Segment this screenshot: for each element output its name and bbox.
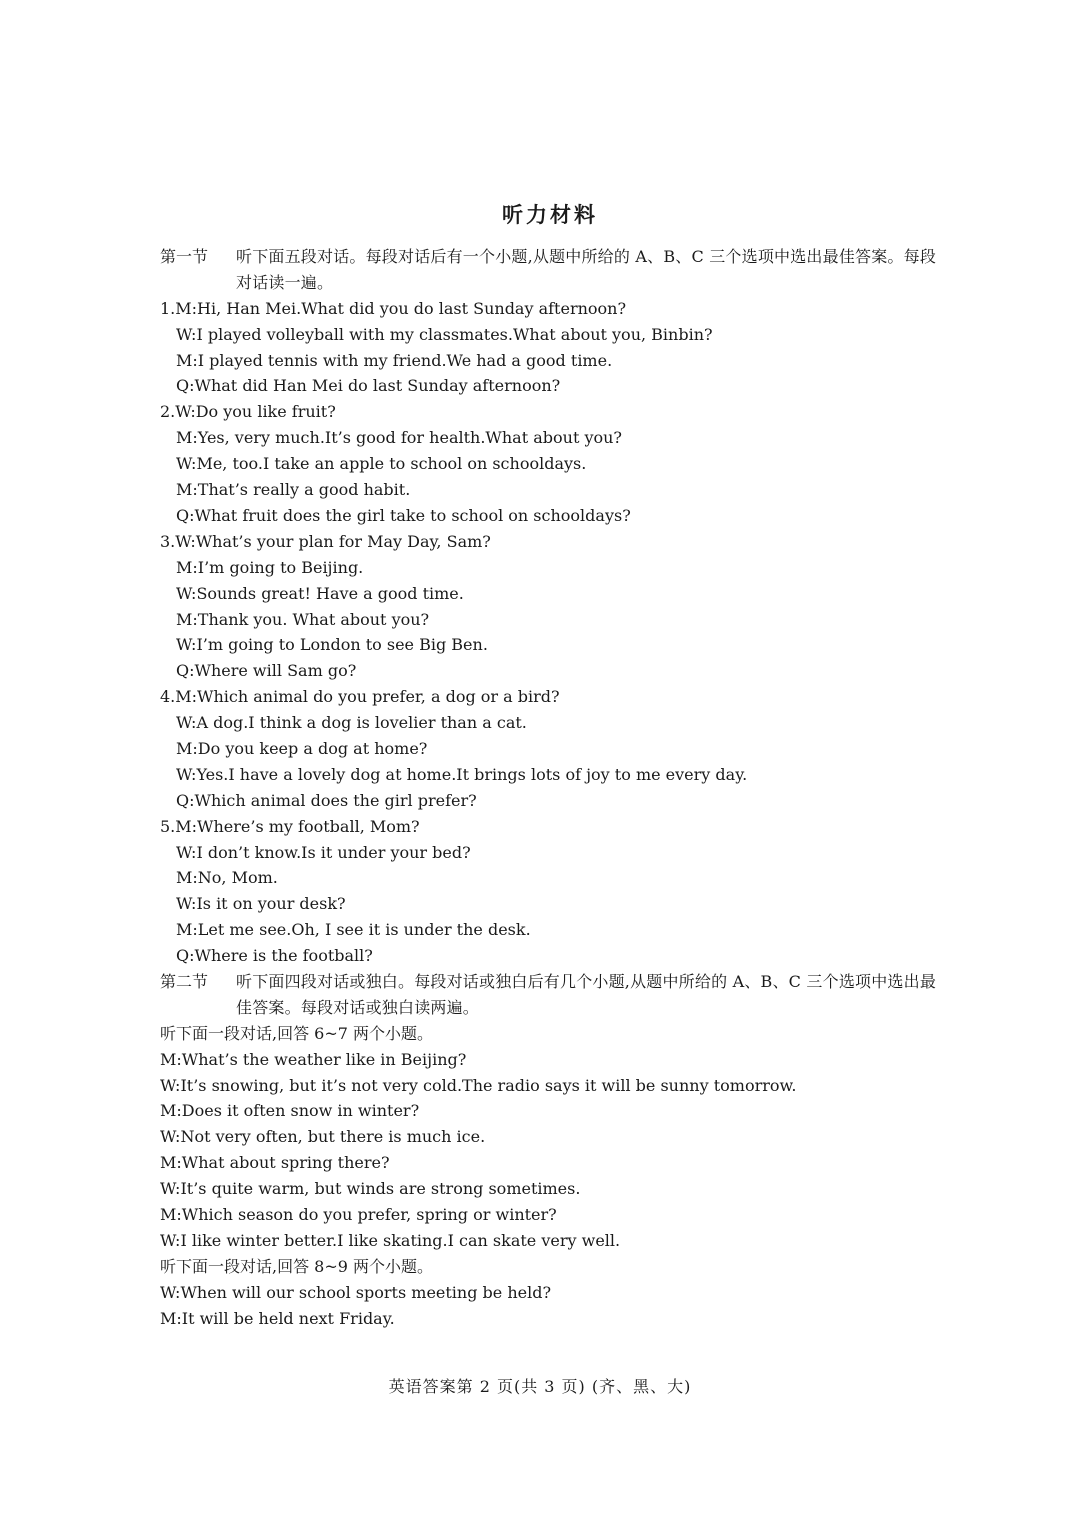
transcript-line: W:Me, too.I take an apple to school on schooldays. xyxy=(176,454,587,474)
transcript-line: 5.M:Where’s my football, Mom? xyxy=(160,816,420,836)
transcript-line: Q:Which animal does the girl prefer? xyxy=(176,790,477,810)
transcript-line: W:When will our school sports meeting be held? xyxy=(160,1282,552,1302)
section-2-label: 第二节 xyxy=(160,971,209,991)
transcript-line: M:It will be held next Friday. xyxy=(160,1308,395,1328)
transcript-line: Q:What fruit does the girl take to school on schooldays? xyxy=(176,505,631,525)
transcript-line: M:I’m going to Beijing. xyxy=(176,557,364,577)
transcript-line: M:That’s really a good habit. xyxy=(176,480,411,500)
transcript-line: M:I played tennis with my friend.We had a good time. xyxy=(176,350,613,370)
transcript-line: W:I don’t know.Is it under your bed? xyxy=(176,842,471,862)
section-1-instruction: 听下面五段对话。每段对话后有一个小题,从题中所给的 A、B、C 三个选项中选出最佳答案。每段对话读一遍。 xyxy=(236,247,937,292)
transcript-line: M:Let me see.Oh, I see it is under the desk. xyxy=(176,920,531,940)
part-2-transcript xyxy=(160,1021,940,1332)
transcript-line: 1.M:Hi, Han Mei.What did you do last Sunday afternoon? xyxy=(160,298,627,318)
transcript-line: Q:Where will Sam go? xyxy=(176,661,357,681)
transcript-line: W:I’m going to London to see Big Ben. xyxy=(176,635,488,655)
section-1-header xyxy=(160,244,940,296)
part-1-transcript xyxy=(160,296,940,969)
transcript-line: W:It’s quite warm, but winds are strong sometimes. xyxy=(160,1179,581,1199)
transcript-line: M:Yes, very much.It’s good for health.What about you? xyxy=(176,428,623,448)
transcript-line: M:Thank you. What about you? xyxy=(176,609,430,629)
transcript-line: M:What about spring there? xyxy=(160,1153,390,1173)
transcript-line: 2.W:Do you like fruit? xyxy=(160,402,336,422)
transcript-line: W:Yes.I have a lovely dog at home.It brings lots of joy to me every day. xyxy=(176,764,748,784)
page-footer: 英语答案第 2 页(共 3 页) (齐、黑、大) xyxy=(388,1377,692,1396)
document-page xyxy=(160,200,940,1331)
transcript-line: W:I like winter better.I like skating.I can skate very well. xyxy=(160,1230,621,1250)
transcript-line: M:Does it often snow in winter? xyxy=(160,1101,420,1121)
transcript-line: W:I played volleyball with my classmates.What about you, Binbin? xyxy=(176,324,713,344)
transcript-line: Q:Where is the football? xyxy=(176,946,373,966)
transcript-line: 听下面一段对话,回答 6~7 两个小题。 xyxy=(160,1023,434,1043)
transcript-line: W:It’s snowing, but it’s not very cold.The radio says it will be sunny tomorrow. xyxy=(160,1075,797,1095)
transcript-line: Q:What did Han Mei do last Sunday afternoon? xyxy=(176,376,561,396)
page-title: 听力材料 xyxy=(502,202,598,227)
transcript-line: 4.M:Which animal do you prefer, a dog or a bird? xyxy=(160,687,560,707)
transcript-line: W:A dog.I think a dog is lovelier than a cat. xyxy=(176,713,527,733)
transcript-line: M:Do you keep a dog at home? xyxy=(176,738,428,758)
transcript-line: W:Not very often, but there is much ice. xyxy=(160,1127,486,1147)
transcript-line: M:Which season do you prefer, spring or winter? xyxy=(160,1205,557,1225)
transcript-line: 听下面一段对话,回答 8~9 两个小题。 xyxy=(160,1256,434,1276)
section-1-label: 第一节 xyxy=(160,247,209,266)
transcript-line: 3.W:What’s your plan for May Day, Sam? xyxy=(160,531,491,551)
section-2-instruction: 听下面四段对话或独白。每段对话或独白后有几个小题,从题中所给的 A、B、C 三个选项中选出最佳答案。每段对话或独白读两遍。 xyxy=(236,971,937,1017)
transcript-line: M:No, Mom. xyxy=(176,868,278,888)
transcript-line: W:Sounds great! Have a good time. xyxy=(176,583,464,603)
section-2-header xyxy=(160,969,940,1021)
transcript-line: M:What’s the weather like in Beijing? xyxy=(160,1049,467,1069)
transcript-line: W:Is it on your desk? xyxy=(176,894,346,914)
